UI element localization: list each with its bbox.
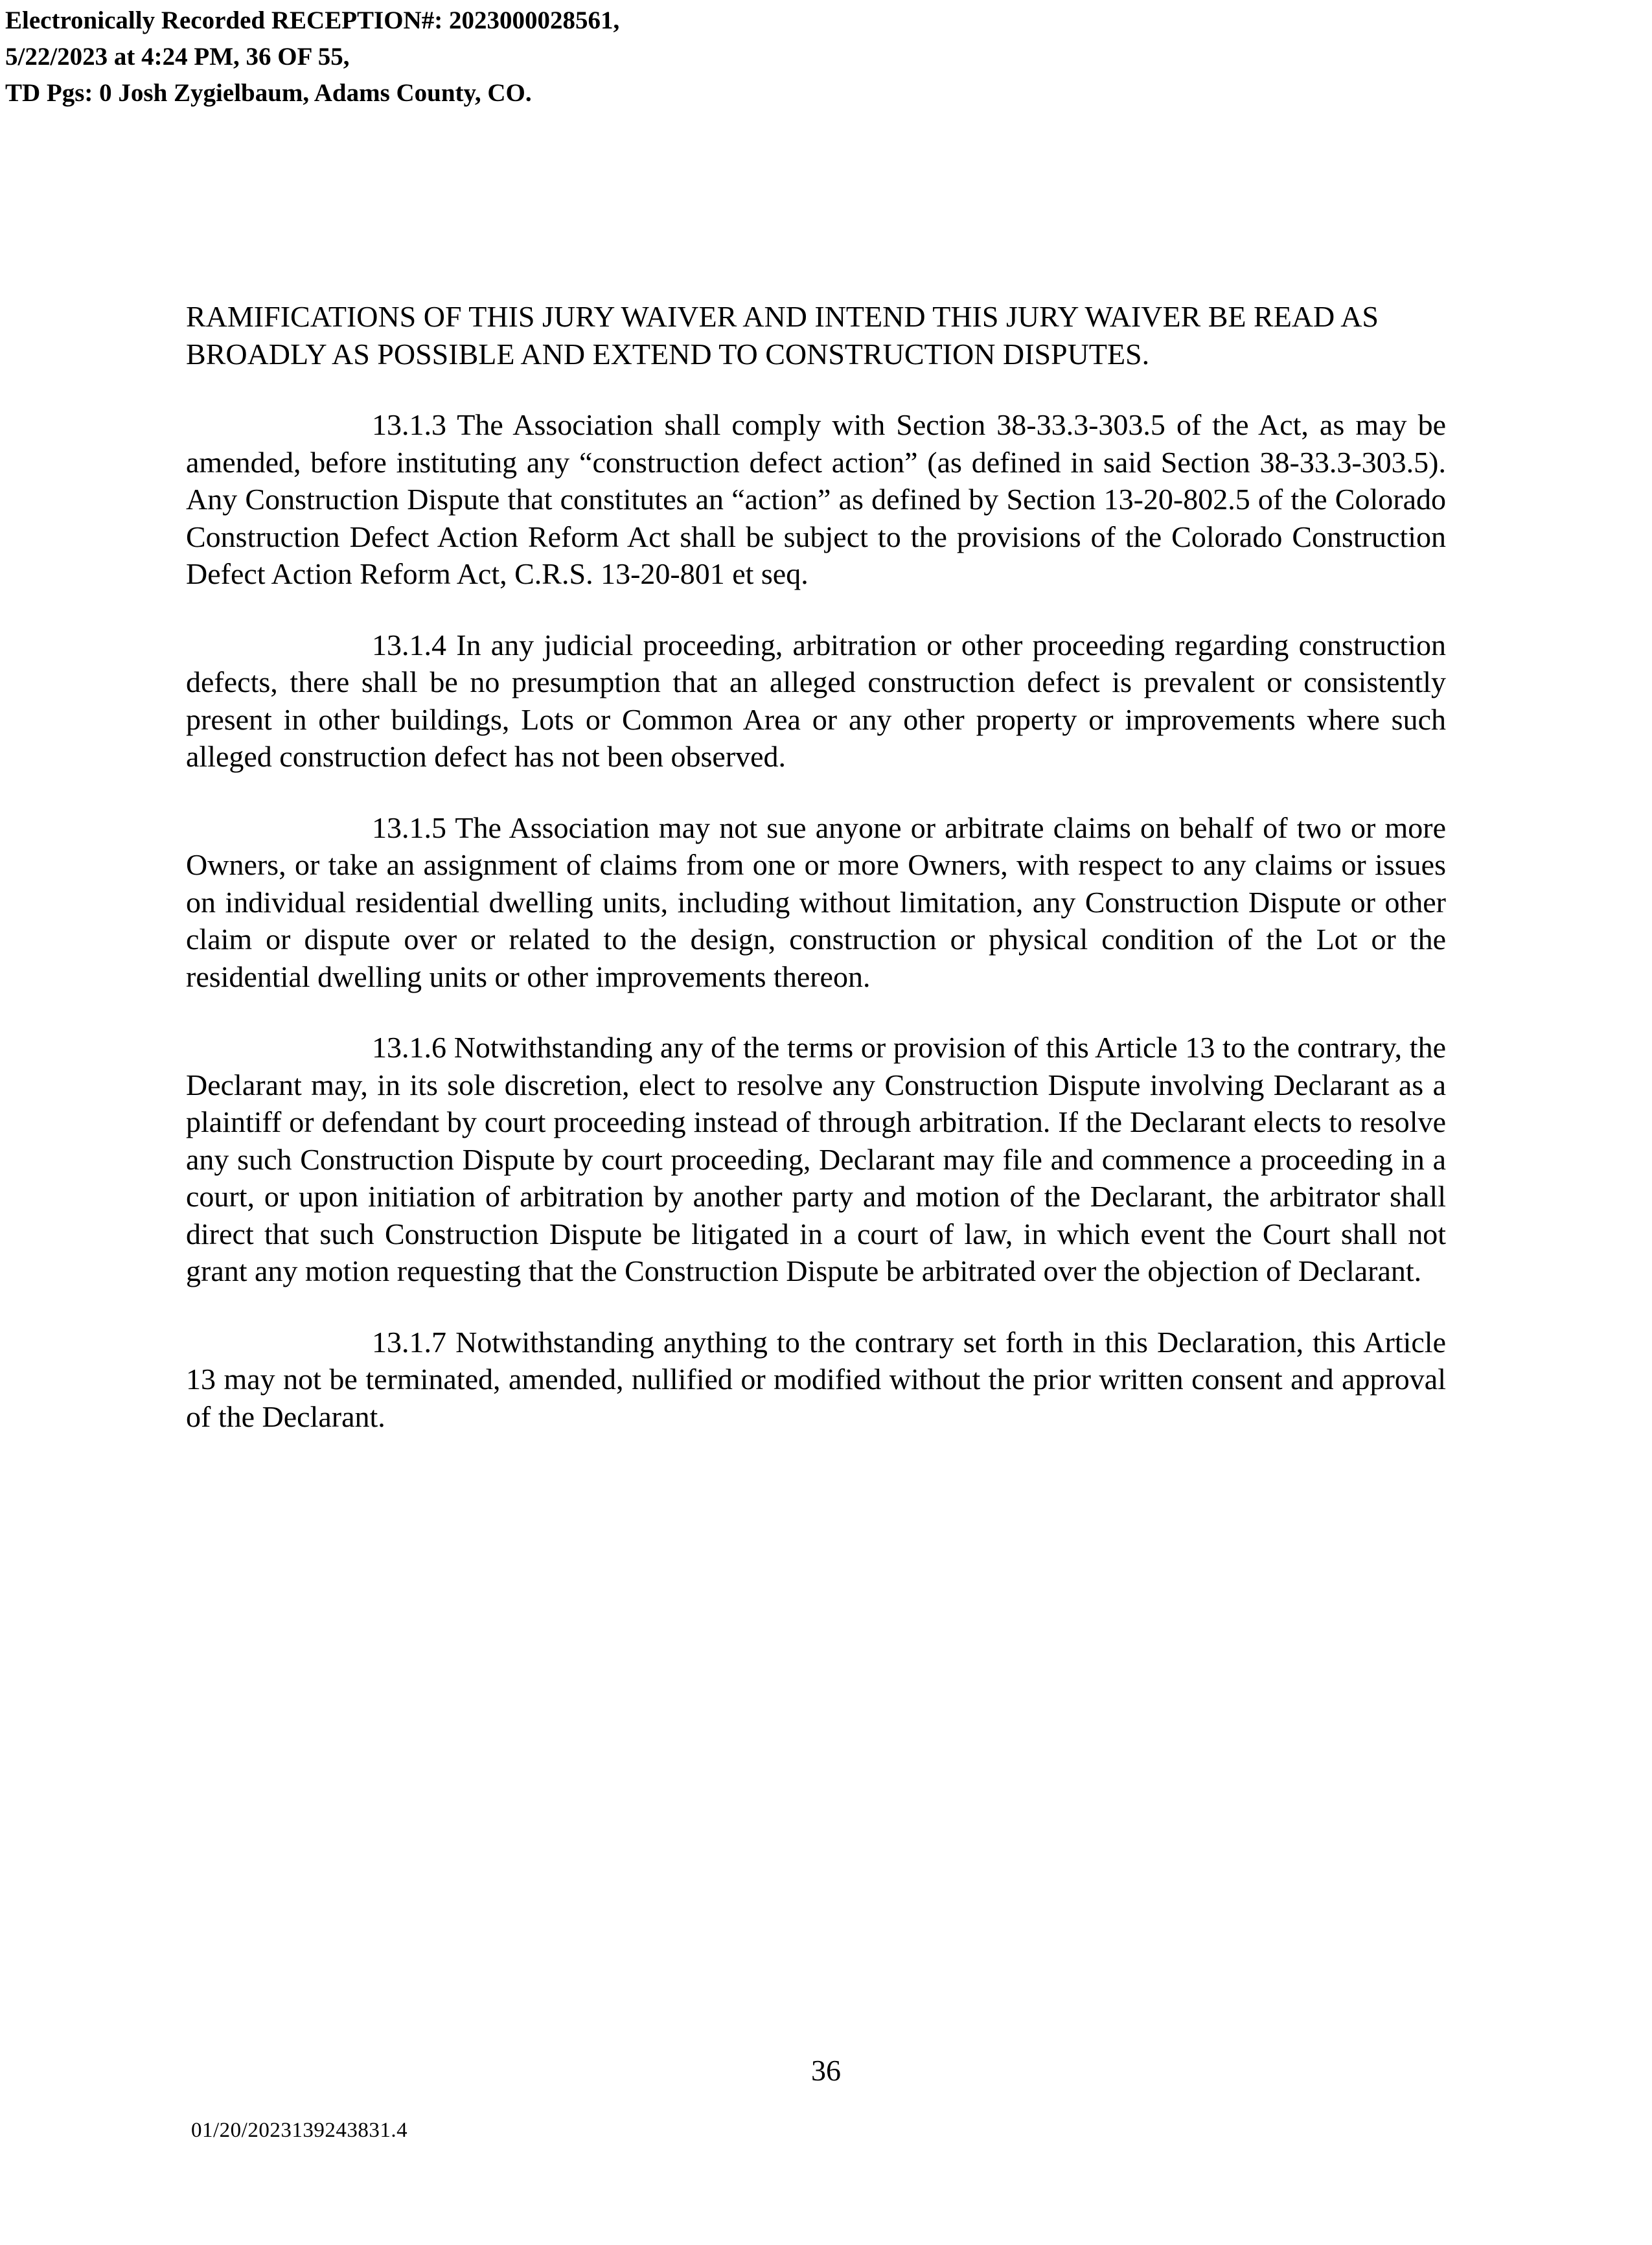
document-body [186, 298, 1446, 1469]
recording-stamp-line-2: 5/22/2023 at 4:24 PM, 36 OF 55, [5, 43, 350, 71]
page-number: 36 [811, 2054, 841, 2087]
document-id: 01/20/2023139243831.4 [191, 2119, 408, 2142]
section-text: Notwithstanding any of the terms or provision of this Article 13 to the contrary, the Declarant may, in its sole discretion, elect to resolve any Construction Dispute involving Declarant as a plaintiff or defendant by court proceeding instead of through arbitration. If the Declarant elects to resolve any such Construction Dispute by court proceeding, Declarant may file and commence a proceeding in a court, or upon initiation of arbitration by another party and motion of the Declarant, the arbitrator shall direct that such Construction Dispute be litigated in a court of law, in which event the Court shall not grant any motion requesting that the Construction Dispute be arbitrated over the objection of Declarant. [186, 1031, 1447, 1287]
intro-paragraph: RAMIFICATIONS OF THIS JURY WAIVER AND INTEND THIS JURY WAIVER BE READ AS BROADLY AS POSSIBLE AND EXTEND TO CONSTRUCTION DISPUTES. [186, 300, 1379, 371]
section-number: 13.1.5 [372, 811, 446, 844]
section-text: Notwithstanding anything to the contrary set forth in this Declaration, this Article 13 may not be terminated, amended, nullified or modified without the prior written consent and approval of the Declarant. [186, 1325, 1446, 1433]
recording-stamp [5, 3, 619, 111]
section-text: The Association shall comply with Section 38-33.3-303.5 of the Act, as may be amended, before instituting any “construction defect action” (as defined in said Section 38-33.3-303.5). Any Construction Dispute that constitutes an “action” as defined by Section 13-20-802.5 of the Colorado Construction Defect Action Reform Act shall be subject to the provisions of the Colorado Construction Defect Action Reform Act, C.R.S. 13-20-801 et seq. [186, 408, 1446, 590]
section-number: 13.1.3 [372, 408, 446, 441]
section-text: The Association may not sue anyone or arbitrate claims on behalf of two or more Owners, or take an assignment of claims from one or more Owners, with respect to any claims or issues on individual residential dwelling units, including without limitation, any Construction Dispute or other claim or dispute over or related to the design, construction or physical condition of the Lot or the residential dwelling units or other improvements thereon. [186, 811, 1446, 993]
section-number: 13.1.7 [372, 1325, 446, 1359]
section-13-1-7 [186, 1324, 1446, 1436]
section-13-1-5 [186, 809, 1446, 996]
recording-stamp-line-1: Electronically Recorded RECEPTION#: 2023000028561, [5, 6, 620, 34]
section-text: In any judicial proceeding, arbitration or other proceeding regarding construction defects, there shall be no presumption that an alleged construction defect is prevalent or consistently present in other buildings, Lots or Common Area or any other property or improvements where such alleged construction defect has not been observed. [186, 628, 1446, 773]
section-number: 13.1.4 [372, 628, 446, 662]
recording-stamp-line-3: TD Pgs: 0 Josh Zygielbaum, Adams County, CO. [5, 79, 532, 107]
section-13-1-6 [186, 1029, 1446, 1290]
section-13-1-3 [186, 406, 1446, 593]
section-13-1-4 [186, 627, 1446, 776]
section-number: 13.1.6 [372, 1031, 446, 1064]
